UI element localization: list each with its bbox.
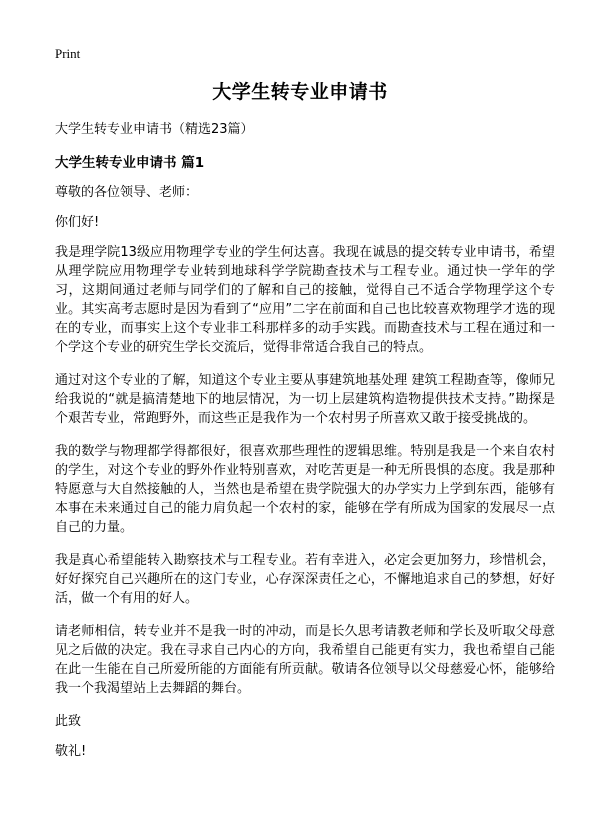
document-body <box>55 120 555 772</box>
salutation: 尊敬的各位领导、老师： <box>55 185 199 200</box>
greeting: 你们好! <box>55 215 100 230</box>
document-title: 大学生转专业申请书 <box>212 81 388 103</box>
closing-line-1: 此致 <box>55 714 82 729</box>
paragraph-2: 通过对这个专业的了解，知道这个专业主要从事建筑地基处理 建筑工程勘查等，像师兄给我说的“就是搞清楚地下的地层情况，为一切上层建筑构造物提供技术支持。”勘探是个艰苦专业，常跑野外，而这些正是我作为一个农村男子所喜欢又敢于接受挑战的。 <box>55 373 555 426</box>
paragraph-5: 请老师相信，转专业并不是我一时的冲动，而是长久思考请教老师和学长及听取父母意见之后做的决定。我在寻求自己内心的方向，我希望自己能更有实力，我也希望自己能在此一生能在自己所爱所能的方面能有所贡献。敬请各位领导以父母慈爱心怀，能够给我一个我渴望站上去舞蹈的舞台。 <box>55 624 555 696</box>
paragraph-4: 我是真心希望能转入勘察技术与工程专业。若有幸进入，必定会更加努力，珍惜机会，好好探究自己兴趣所在的这门专业，心存深深责任之心，不懈地追求自己的梦想，好好活，做一个有用的好人。 <box>55 553 555 606</box>
section-heading: 大学生转专业申请书 篇1 <box>55 155 205 171</box>
print-link[interactable]: Print <box>55 46 81 61</box>
paragraph-1: 我是理学院13级应用物理学专业的学生何达喜。我现在诚恳的提交转专业申请书，希望从理学院应用物理学专业转到地球科学学院勘查技术与工程专业。通过快一学年的学习，这期间通过老师与同学们的了解和自己的接触，觉得自己不适合学物理学这个专业。其实高考志愿时是因为看到了“应用”二字在前面和自己也比较喜欢物理学才选的现在的专业，而事实上这个专业非工科那样多的动手实践。而勘查技术与工程在通过和一个学这个专业的研究生学长交流后，觉得非常适合我自己的特点。 <box>55 245 555 355</box>
paragraph-3: 我的数学与物理都学得都很好，很喜欢那些理性的逻辑思维。特别是我是一个来自农村的学生，对这个专业的野外作业特别喜欢，对吃苦更是一种无所畏惧的态度。我是那种特愿意与大自然接触的人，当然也是希望在贵学院强大的办学实力上学到东西，能够有本事在未来通过自己的能力肩负起一个农村的家，能够在学有所成为国家的发展尽一点自己的力量。 <box>55 444 555 535</box>
closing-line-2: 敬礼! <box>55 744 87 759</box>
document-subtitle: 大学生转专业申请书（精选23篇） <box>55 122 254 137</box>
